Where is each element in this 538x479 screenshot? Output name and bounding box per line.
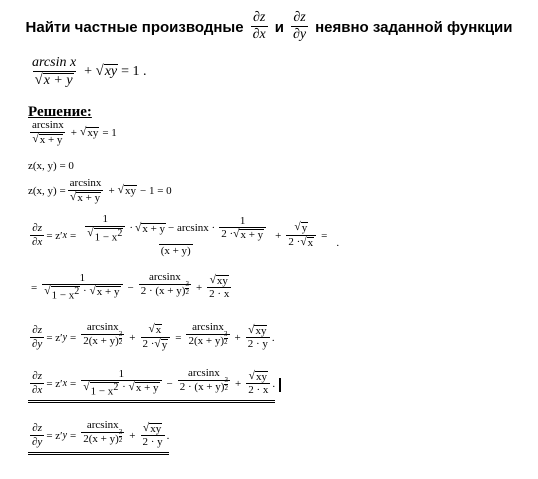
title-text-after: неявно заданной функции bbox=[315, 18, 513, 36]
title-partial-dx: $\frac{\partial z}{\partial x}$ bbox=[252, 10, 266, 42]
title-partial-dy: $\frac{\partial z}{\partial y}$ bbox=[292, 10, 307, 42]
task-sqrt-xy: √ xy bbox=[95, 63, 118, 80]
solution-heading: Решение: bbox=[28, 104, 92, 120]
big-fraction: 1 √ $1 - x^2$ · √ x + y − arcsinx · 1 2 · √ x + y (x + y) bbox=[81, 214, 270, 257]
result-dz-dx: $\frac{\partial z}{\partial x}$ = z′ x = 1 √ $1 - x^2$ · √ x + y − arcsinx 2 · (x + y) $\frac{3}{2}$ + √ xy 2 · x . bbox=[28, 368, 281, 403]
text-cursor bbox=[279, 378, 281, 392]
task-fraction: arcsin x √ x + y bbox=[32, 55, 77, 88]
solution-line-2: z(x, y) = 0 bbox=[28, 160, 74, 172]
solution-line-4: $\frac{\partial z}{\partial x}$ = z′ x = 1 √ $1 - x^2$ · √ x + y − arcsinx · 1 2 · √ x + y (x + y) + √ y 2 · √ x = . bbox=[32, 213, 340, 257]
result-dz-dy: $\frac{\partial z}{\partial y}$ = z′ y = arcsinx 2(x + y) $\frac{3}{2}$ + √ xy 2 · y . bbox=[28, 420, 169, 455]
title-text-before: Найти частные производные bbox=[25, 18, 244, 36]
task-equation: arcsin x √ x + y + √ xy = 1 . bbox=[32, 55, 147, 88]
solution-line-3: z(x, y) = arcsinx √ x + y + √ xy − 1 = 0 bbox=[28, 177, 172, 204]
page-title bbox=[0, 4, 538, 50]
title-text-and: и bbox=[274, 18, 284, 36]
solution-line-6: $\frac{\partial z}{\partial y}$ = z′ y = arcsinx 2(x + y) $\frac{3}{2}$ + √ x 2 · √ y = arcsinx 2(x + y) $\frac{3}{2}$ + √ xy 2 · y . bbox=[28, 322, 275, 354]
solution-line-1: arcsinx √ x + y + √ xy = 1 bbox=[32, 119, 117, 146]
solution-line-5: = 1 √ $1 - x^2$ · √ x + y − arcsinx 2 · (x + y) $\frac{3}{2}$ + √ xy 2 · x bbox=[31, 271, 230, 303]
